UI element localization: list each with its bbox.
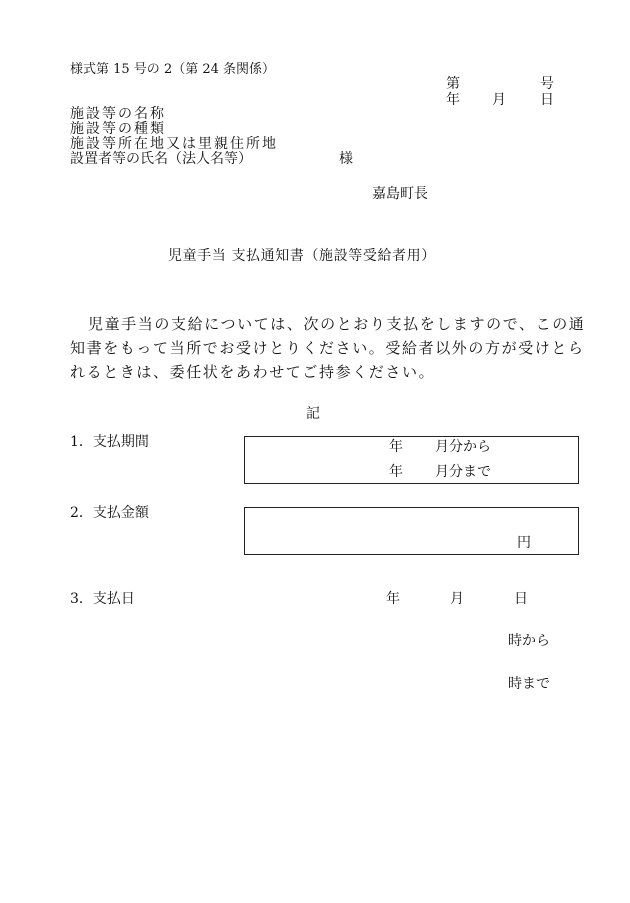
period-to-year: 年: [389, 464, 403, 480]
issuer: 嘉島町長: [372, 186, 428, 202]
body-line-3: れるときは、委任状をあわせてご持参ください。: [70, 363, 436, 381]
page-title: 児童手当 支払通知書（施設等受給者用）: [168, 248, 436, 264]
honorific: 様: [339, 151, 353, 167]
date-month-label: 月: [492, 92, 506, 108]
facility-type-label: 施設等の種類: [70, 121, 166, 137]
ki-heading: 記: [306, 406, 320, 422]
payment-date-year: 年: [386, 591, 400, 607]
payment-time-to: 時まで: [508, 676, 550, 692]
period-label: 1．支払期間: [70, 434, 149, 450]
body-line-2: 知書をもって当所でお受けとりください。受給者以外の方が受けとら: [70, 339, 585, 357]
facility-address-label: 施設等所在地又は里親住所地: [70, 136, 278, 152]
amount-box: [244, 507, 579, 555]
form-number: 様式第 15 号の 2（第 24 条関係）: [70, 62, 276, 77]
doc-number-suffix: 号: [540, 76, 554, 92]
operator-name-label: 設置者等の氏名（法人名等）: [70, 151, 252, 167]
period-from-month: 月分から: [435, 439, 491, 455]
payment-date-label: 3．支払日: [70, 591, 135, 607]
payment-date-month: 月: [450, 591, 464, 607]
period-from-year: 年: [389, 439, 403, 455]
doc-number-prefix: 第: [446, 76, 460, 92]
payment-date-day: 日: [514, 591, 528, 607]
facility-name-label: 施設等の名称: [70, 106, 166, 122]
payment-time-from: 時から: [508, 633, 550, 649]
period-box: [244, 436, 579, 484]
date-year-label: 年: [446, 92, 460, 108]
amount-label: 2．支払金額: [70, 505, 149, 521]
amount-unit: 円: [517, 535, 531, 551]
period-to-month: 月分まで: [435, 464, 491, 480]
body-line-1: 児童手当の支給については、次のとおり支払をしますので、この通: [88, 315, 586, 333]
date-day-label: 日: [540, 92, 554, 108]
